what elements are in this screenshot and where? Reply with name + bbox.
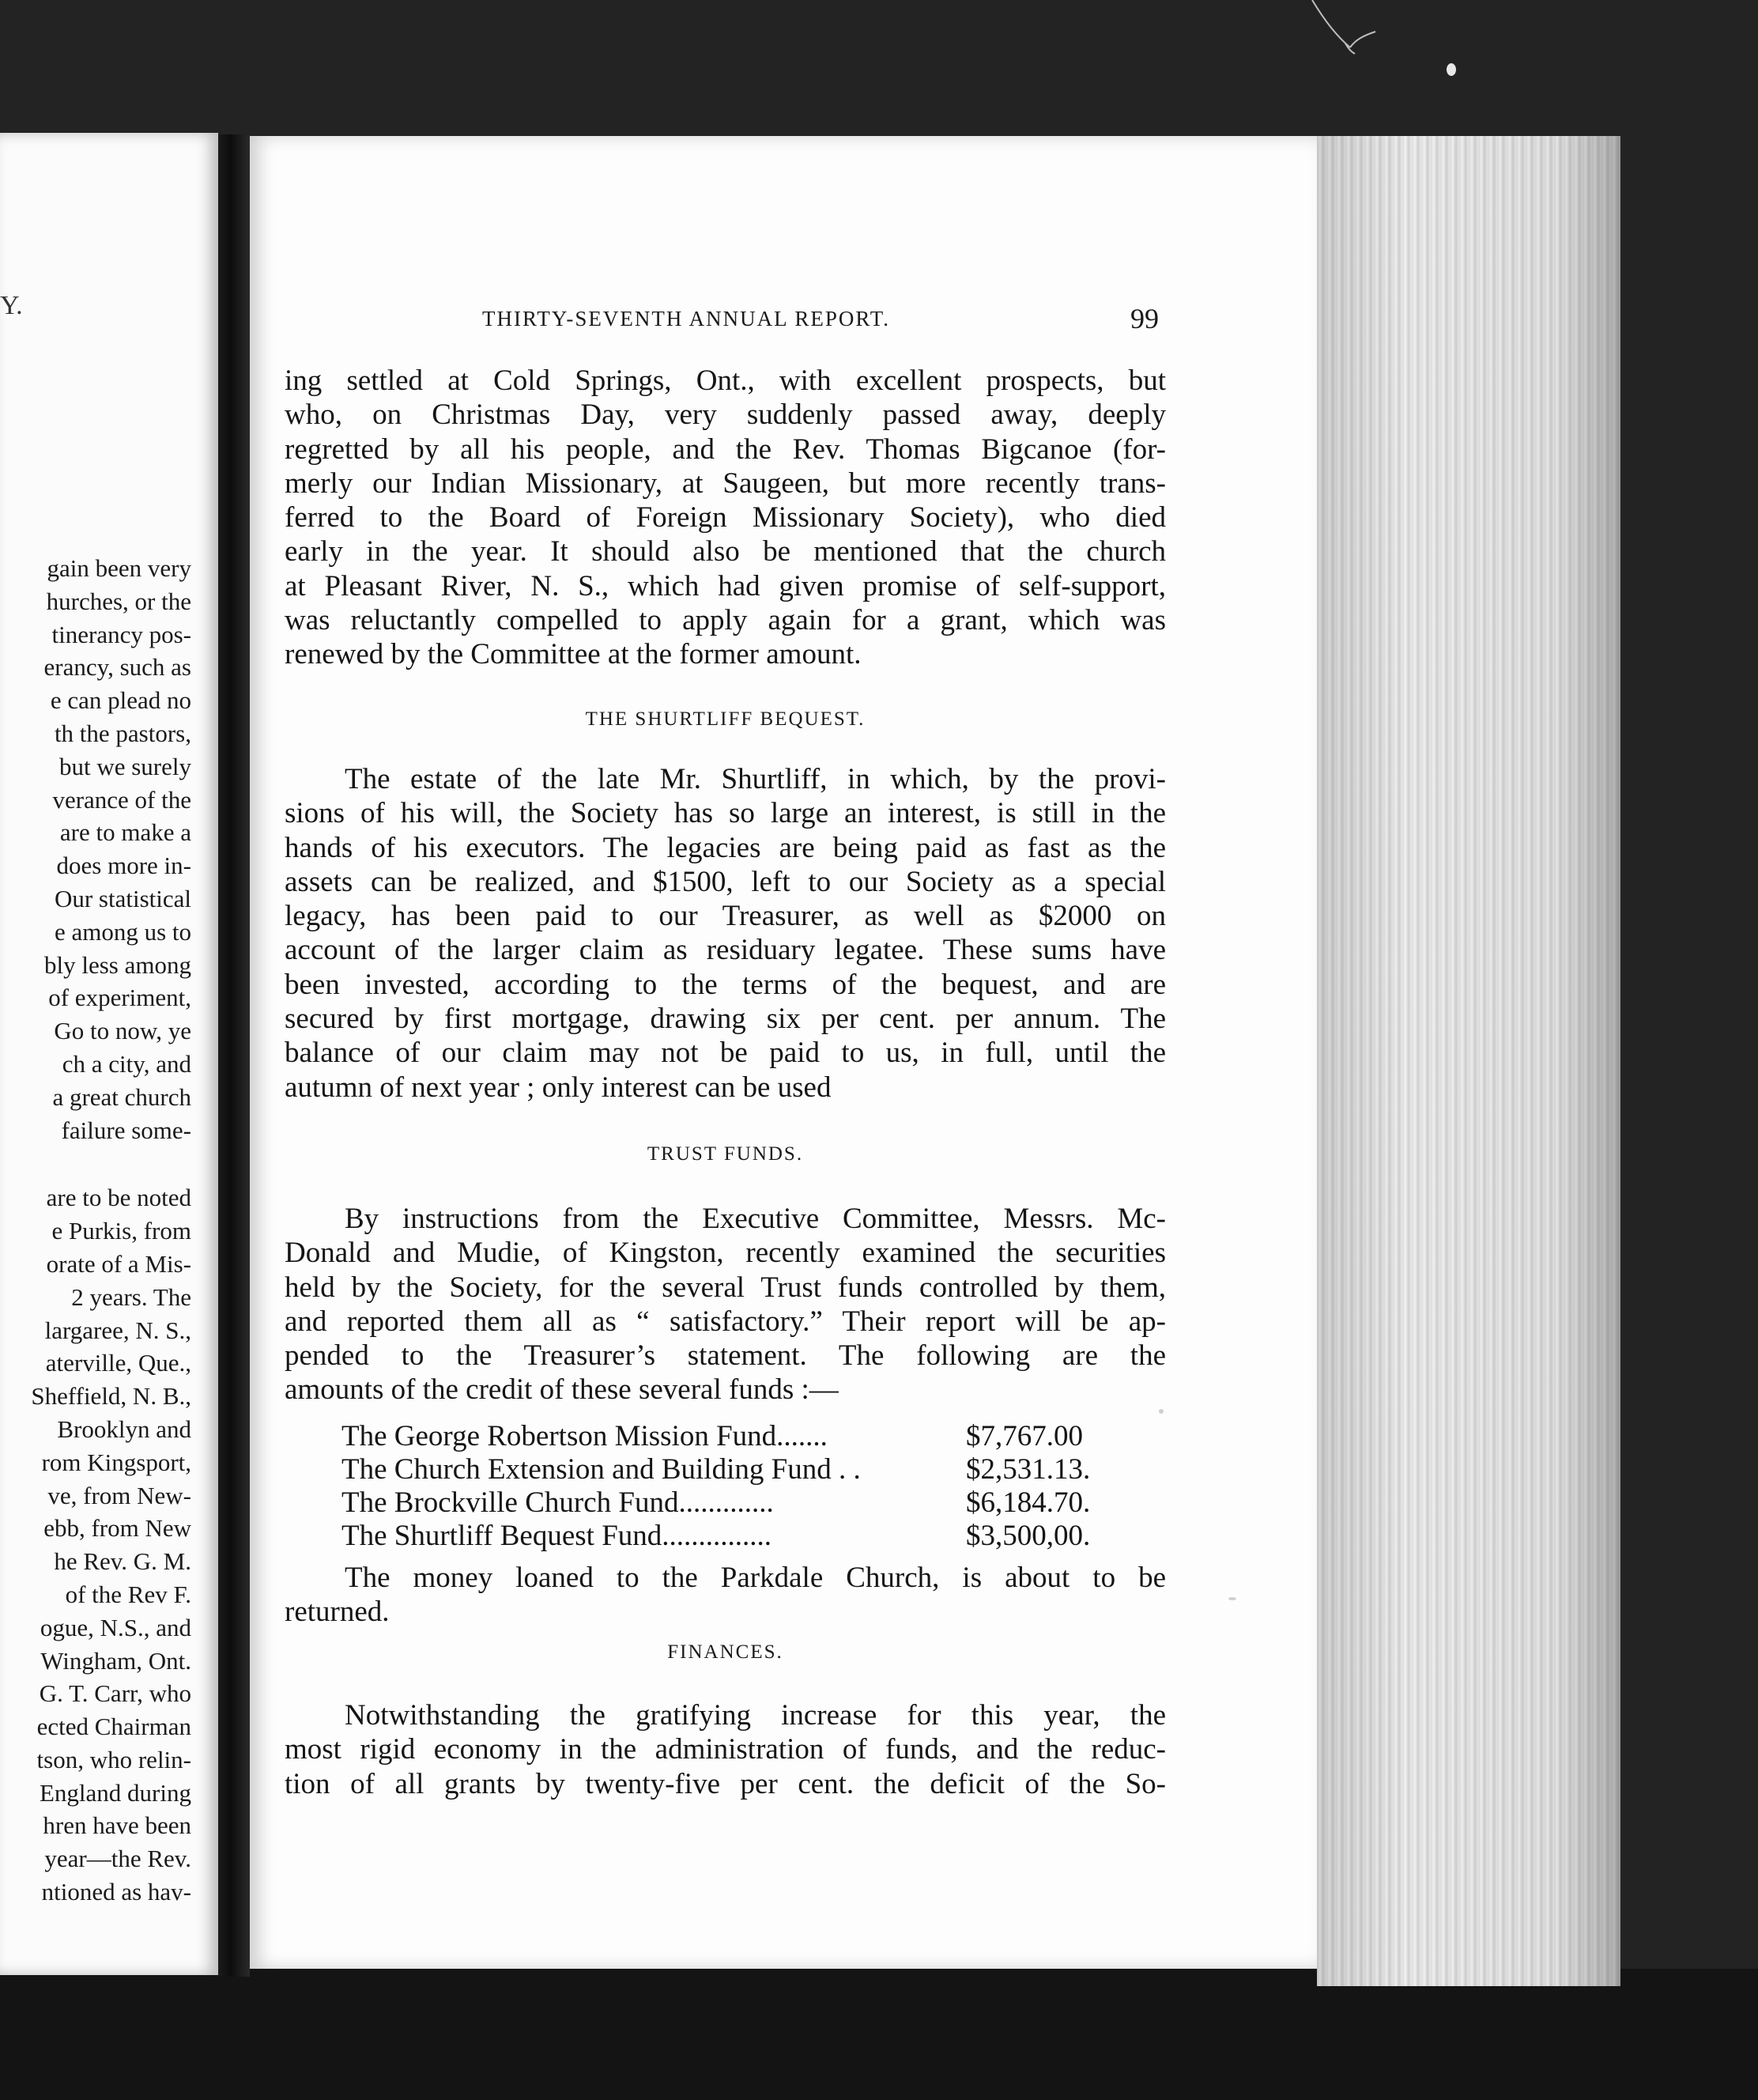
finances-paragraph	[285, 1698, 1166, 1801]
left-page-line: erancy, such as	[43, 653, 191, 682]
scan-speck	[1447, 63, 1456, 76]
trust-funds-paragraph	[285, 1202, 1166, 1407]
left-page-line: of experiment,	[48, 984, 191, 1012]
fund-row	[341, 1453, 1132, 1486]
left-page-line: e among us to	[54, 917, 191, 946]
paragraph-line: pended to the Treasurer’s statement. The following are the	[285, 1339, 1166, 1373]
section-heading-finances: FINANCES.	[667, 1641, 783, 1663]
paragraph-line: was reluctantly compelled to apply again for a grant, which was	[285, 604, 1166, 637]
paragraph-line: By instructions from the Executive Committee, Messrs. Mc-	[345, 1203, 1166, 1235]
left-page-line: Our statistical	[54, 884, 191, 912]
left-page-line: ogue, N.S., and	[40, 1613, 191, 1641]
page-number: 99	[1130, 303, 1159, 334]
paragraph-line: renewed by the Committee at the former amount.	[285, 638, 862, 671]
opening-paragraph	[285, 364, 1166, 672]
left-page-line: year—the Rev.	[44, 1845, 191, 1873]
book-gutter	[218, 134, 250, 1977]
left-page-line: rom Kingsport,	[41, 1448, 191, 1476]
fund-name: The Church Extension and Building Fund . .	[341, 1453, 861, 1486]
paragraph-line: who, on Christmas Day, very suddenly passed away, deeply	[285, 398, 1166, 432]
paragraph-line: sions of his will, the Society has so large an interest, is still in the	[285, 797, 1166, 830]
paragraph-line: been invested, according to the terms of the bequest, and are	[285, 968, 1166, 1001]
section-heading-trust-funds: TRUST FUNDS.	[647, 1143, 804, 1165]
left-page-line	[0, 1146, 191, 1181]
paragraph-line: ing settled at Cold Springs, Ont., with excellent prospects, but	[285, 364, 1166, 397]
parkdale-paragraph	[285, 1561, 1166, 1630]
paragraph-line: The estate of the late Mr. Shurtliff, in which, by the provi-	[345, 763, 1166, 795]
fund-name: The Shurtliff Bequest Fund...............	[341, 1520, 772, 1552]
left-page-line: largaree, N. S.,	[44, 1316, 191, 1344]
fund-amount: $7,767.00	[966, 1420, 1083, 1452]
left-page-line: ve, from New-	[47, 1481, 191, 1509]
fund-name: The Brockville Church Fund.............	[341, 1486, 774, 1519]
left-page-line: ebb, from New	[43, 1514, 191, 1543]
left-page-line: e Purkis, from	[51, 1217, 191, 1245]
paragraph-line: secured by first mortgage, drawing six per cent. per annum. The	[285, 1003, 1166, 1036]
left-page-line: Brooklyn and	[57, 1414, 191, 1443]
paragraph-line: account of the larger claim as residuary legatee. These sums have	[285, 934, 1166, 967]
paragraph-line: at Pleasant River, N. S., which had given promise of self-support,	[285, 569, 1166, 602]
paragraph-line: balance of our claim may not be paid to us, in full, until the	[285, 1037, 1166, 1070]
left-page-line: Go to now, ye	[54, 1017, 191, 1045]
left-page-line: ntioned as hav-	[41, 1878, 191, 1906]
fund-amount: $2,531.13.	[966, 1453, 1091, 1486]
left-page-line: orate of a Mis-	[46, 1249, 191, 1278]
left-page-line: England during	[40, 1778, 191, 1807]
fund-amount: $3,500,00.	[966, 1520, 1091, 1552]
left-page-line: he Rev. G. M.	[54, 1547, 191, 1576]
left-running-head-fragment: Y.	[0, 291, 23, 320]
fund-name: The George Robertson Mission Fund.......	[341, 1420, 828, 1452]
paragraph-line: The money loaned to the Parkdale Church, is about to be	[345, 1562, 1166, 1594]
left-page-line: Sheffield, N. B.,	[31, 1382, 191, 1411]
paragraph-line: returned.	[285, 1596, 390, 1629]
paragraph-line: regretted by all his people, and the Rev. Thomas Bigcanoe (for-	[285, 432, 1166, 466]
left-page-line: bly less among	[44, 950, 191, 979]
paragraph-line: merly our Indian Missionary, at Saugeen, but more recently trans-	[285, 466, 1166, 500]
left-page-line: ected Chairman	[36, 1713, 191, 1741]
running-head: THIRTY-SEVENTH ANNUAL REPORT.	[482, 307, 890, 330]
left-page-text	[0, 552, 191, 1909]
left-page-line: are to make a	[59, 818, 191, 847]
section-heading-shurtliff-bequest: THE SHURTLIFF BEQUEST.	[585, 708, 866, 730]
left-page-line: aterville, Que.,	[45, 1349, 191, 1377]
fund-row	[341, 1486, 1132, 1520]
page-edges-shading	[1317, 136, 1617, 1986]
paragraph-line: ferred to the Board of Foreign Missionary Society), who died	[285, 501, 1166, 534]
left-page-line: tinerancy pos-	[51, 620, 191, 648]
left-page-line: but we surely	[58, 752, 191, 780]
paragraph-line: amounts of the credit of these several funds :—	[285, 1373, 839, 1407]
left-page-line: does more in-	[56, 852, 191, 880]
left-page-line: failure some-	[61, 1116, 191, 1144]
left-page-line: G. T. Carr, who	[39, 1679, 191, 1708]
paragraph-line: most rigid economy in the administration of funds, and the reduc-	[285, 1733, 1166, 1766]
paragraph-line: and reported them all as “ satisfactory.” Their report will be ap-	[285, 1305, 1166, 1338]
paragraph-line: tion of all grants by twenty-five per cent. the deficit of the So-	[285, 1767, 1166, 1800]
fund-row	[341, 1520, 1132, 1553]
hair-artifact	[1296, 0, 1383, 55]
left-page-line: verance of the	[52, 785, 191, 814]
left-page-line: a great church	[52, 1082, 191, 1111]
left-page-line: gain been very	[47, 554, 191, 582]
paragraph-line: autumn of next year ; only interest can be used	[285, 1071, 832, 1104]
left-page-line: hurches, or the	[46, 587, 191, 615]
paragraph-line: hands of his executors. The legacies are being paid as fast as the	[285, 831, 1166, 864]
left-facing-page	[0, 133, 218, 1975]
paragraph-line: held by the Society, for the several Trust funds controlled by them,	[285, 1271, 1166, 1304]
left-page-line: e can plead no	[50, 686, 191, 715]
scan-speck	[1228, 1597, 1236, 1600]
left-page-line: of the Rev F.	[65, 1580, 191, 1608]
left-page-line: th the pastors,	[54, 719, 191, 747]
left-page-line: Wingham, Ont.	[40, 1646, 191, 1675]
left-page-line: 2 years. The	[71, 1282, 191, 1311]
paragraph-line: Donald and Mudie, of Kingston, recently examined the securities	[285, 1237, 1166, 1270]
scan-speck	[1159, 1409, 1164, 1414]
fund-row	[341, 1420, 1132, 1453]
fund-amount: $6,184.70.	[966, 1486, 1091, 1519]
paragraph-line: Notwithstanding the gratifying increase for this year, the	[345, 1699, 1166, 1732]
left-page-line: tson, who relin-	[36, 1745, 191, 1773]
left-page-line: ch a city, and	[62, 1049, 191, 1078]
left-page-line: are to be noted	[46, 1184, 191, 1212]
scan-bottom-shadow	[0, 1969, 1758, 2100]
paragraph-line: assets can be realized, and $1500, left to our Society as a special	[285, 865, 1166, 898]
shurtliff-paragraph	[285, 762, 1166, 1105]
left-page-line: hren have been	[43, 1811, 191, 1840]
paragraph-line: early in the year. It should also be mentioned that the church	[285, 535, 1166, 568]
paragraph-line: legacy, has been paid to our Treasurer, as well as $2000 on	[285, 900, 1166, 933]
